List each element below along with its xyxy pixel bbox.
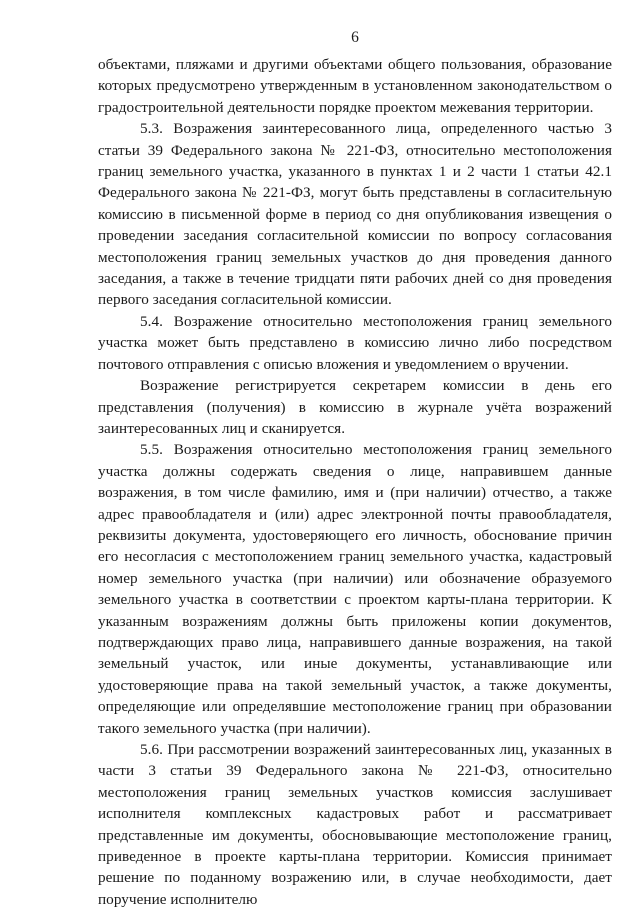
document-page <box>98 28 612 910</box>
paragraph-5-3: 5.3. Возражения заинтересованного лица, определенного частью 3 статьи 39 Федерального закона № 221-ФЗ, относительно местоположения границ земельного участка, указанного в пунктах 1 и 2 части 1 статьи 42.1 Федерального закона № 221-ФЗ, могут быть представлены в согласительную комиссию в письменной форме в период со дня опубликования извещения о проведении заседания согласительной комиссии по вопросу согласования местоположения границ земельных участков до дня проведения данного заседания, а также в течение тридцати пяти рабочих дней со дня проведения первого заседания согласительной комиссии. <box>98 120 612 309</box>
paragraph-continuation: объектами, пляжами и другими объектами общего пользования, образование которых предусмотрено утвержденным в установленном законодательством о градостроительной деятельности порядке проектом межевания территории. <box>98 56 612 116</box>
paragraph-5-5: 5.5. Возражения относительно местоположения границ земельного участка должны содержать сведения о лице, направившем данные возражения, в том числе фамилию, имя и (при наличии) отчество, а также адрес правообладателя и (или) адрес электронной почты правообладателя, реквизиты документа, удостоверяющего его личность, обоснование причин его несогласия с местоположением границ земельного участка, кадастровый номер земельного участка (при наличии) или обозначение образуемого земельного участка в соответствии с проектом карты-плана территории. К указанным возражениям должны быть приложены копии документов, подтверждающих право лица, направившего данные возражения, на такой земельный участок, или иные документы, устанавливающие или удостоверяющие права на такой земельный участок, а также документы, определяющие или определявшие местоположение границ при образовании такого земельного участка (при наличии). <box>98 441 612 737</box>
paragraph-5-6: 5.6. При рассмотрении возражений заинтересованных лиц, указанных в части 3 статьи 39 Федерального закона № 221-ФЗ, относительно местоположения границ земельных участков комиссия заслушивает исполнителя комплексных кадастровых работ и рассматривает представленные им документы, обосновывающие местоположение границ, приведенное в проекте карты-плана территории. Комиссия принимает решение по поданному возражению или, в случае необходимости, дает поручение исполнителю <box>98 741 612 908</box>
paragraph-5-4: 5.4. Возражение относительно местоположения границ земельного участка может быть представлено в комиссию лично либо посредством почтового отправления с описью вложения и уведомлением о вручении. <box>98 312 612 373</box>
paragraph-registration: Возражение регистрируется секретарем комиссии в день его представления (получения) в комиссию в журнале учёта возражений заинтересованных лиц и сканируется. <box>98 377 612 437</box>
page-number: 6 <box>351 29 359 46</box>
